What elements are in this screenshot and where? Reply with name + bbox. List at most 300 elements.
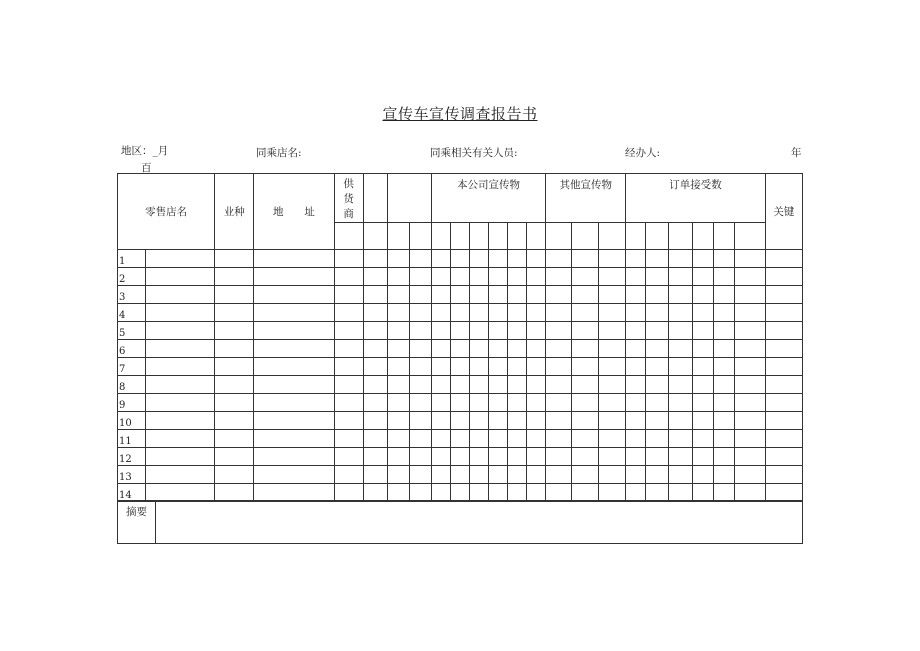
table-cell[interactable] — [469, 466, 488, 484]
table-cell[interactable] — [692, 430, 713, 448]
table-cell[interactable] — [572, 322, 599, 340]
table-cell[interactable] — [692, 484, 713, 502]
table-cell[interactable] — [146, 304, 215, 322]
table-cell[interactable] — [387, 484, 409, 502]
table-cell[interactable] — [546, 466, 572, 484]
table-cell[interactable] — [469, 340, 488, 358]
table-cell[interactable] — [527, 448, 546, 466]
table-cell[interactable] — [572, 466, 599, 484]
table-cell[interactable] — [692, 466, 713, 484]
table-cell[interactable] — [599, 412, 626, 430]
table-cell[interactable] — [254, 268, 334, 286]
table-cell[interactable] — [599, 430, 626, 448]
table-cell[interactable] — [572, 304, 599, 322]
table-cell[interactable] — [450, 412, 469, 430]
table-cell[interactable] — [765, 286, 802, 304]
table-cell[interactable] — [626, 484, 646, 502]
table-cell[interactable] — [363, 376, 387, 394]
table-cell[interactable] — [572, 340, 599, 358]
table-cell[interactable] — [431, 430, 450, 448]
table-cell[interactable] — [599, 376, 626, 394]
table-cell[interactable] — [450, 430, 469, 448]
table-cell[interactable] — [409, 448, 431, 466]
table-cell[interactable] — [334, 340, 363, 358]
table-cell[interactable] — [626, 466, 646, 484]
table-cell[interactable] — [450, 376, 469, 394]
table-cell[interactable] — [387, 286, 409, 304]
table-cell[interactable] — [488, 250, 507, 268]
table-cell[interactable] — [334, 394, 363, 412]
table-cell[interactable] — [692, 322, 713, 340]
table-cell[interactable] — [646, 250, 669, 268]
table-cell[interactable] — [765, 358, 802, 376]
table-cell[interactable] — [646, 268, 669, 286]
table-cell[interactable] — [692, 448, 713, 466]
table-cell[interactable] — [669, 340, 692, 358]
table-cell[interactable] — [469, 430, 488, 448]
table-cell[interactable] — [572, 250, 599, 268]
table-cell[interactable] — [507, 304, 526, 322]
table-cell[interactable] — [626, 394, 646, 412]
table-cell[interactable] — [215, 286, 254, 304]
table-cell[interactable] — [431, 394, 450, 412]
table-cell[interactable] — [334, 322, 363, 340]
table-cell[interactable] — [409, 304, 431, 322]
table-cell[interactable] — [146, 412, 215, 430]
table-cell[interactable] — [431, 268, 450, 286]
table-cell[interactable] — [488, 322, 507, 340]
table-cell[interactable] — [254, 394, 334, 412]
table-cell[interactable] — [450, 466, 469, 484]
table-cell[interactable] — [692, 358, 713, 376]
table-cell[interactable] — [546, 304, 572, 322]
table-cell[interactable] — [527, 376, 546, 394]
table-cell[interactable] — [215, 322, 254, 340]
table-cell[interactable] — [572, 448, 599, 466]
table-cell[interactable] — [646, 340, 669, 358]
table-cell[interactable] — [488, 394, 507, 412]
table-cell[interactable] — [669, 448, 692, 466]
table-cell[interactable] — [334, 304, 363, 322]
table-cell[interactable] — [409, 484, 431, 502]
table-cell[interactable] — [409, 286, 431, 304]
table-cell[interactable] — [692, 394, 713, 412]
table-cell[interactable] — [713, 466, 734, 484]
table-cell[interactable] — [488, 484, 507, 502]
table-cell[interactable] — [431, 340, 450, 358]
table-cell[interactable] — [734, 322, 765, 340]
table-cell[interactable] — [450, 484, 469, 502]
table-cell[interactable] — [713, 304, 734, 322]
table-cell[interactable] — [669, 376, 692, 394]
table-cell[interactable] — [450, 304, 469, 322]
table-cell[interactable] — [599, 250, 626, 268]
table-cell[interactable] — [146, 286, 215, 304]
table-cell[interactable] — [488, 358, 507, 376]
table-cell[interactable] — [469, 394, 488, 412]
summary-field[interactable] — [156, 501, 803, 544]
table-cell[interactable] — [334, 376, 363, 394]
table-cell[interactable] — [469, 268, 488, 286]
table-cell[interactable] — [469, 286, 488, 304]
table-cell[interactable] — [669, 484, 692, 502]
table-cell[interactable] — [507, 484, 526, 502]
table-cell[interactable] — [527, 358, 546, 376]
table-cell[interactable] — [146, 268, 215, 286]
table-cell[interactable] — [146, 484, 215, 502]
table-cell[interactable] — [572, 376, 599, 394]
table-cell[interactable] — [409, 322, 431, 340]
table-cell[interactable] — [469, 412, 488, 430]
table-cell[interactable] — [646, 412, 669, 430]
table-cell[interactable] — [507, 322, 526, 340]
table-cell[interactable] — [646, 484, 669, 502]
table-cell[interactable] — [765, 340, 802, 358]
table-cell[interactable] — [713, 484, 734, 502]
table-cell[interactable] — [431, 358, 450, 376]
table-cell[interactable] — [387, 466, 409, 484]
table-cell[interactable] — [507, 250, 526, 268]
table-cell[interactable] — [469, 304, 488, 322]
table-cell[interactable] — [527, 394, 546, 412]
table-cell[interactable] — [572, 484, 599, 502]
table-cell[interactable] — [713, 358, 734, 376]
table-cell[interactable] — [507, 268, 526, 286]
table-cell[interactable] — [387, 268, 409, 286]
table-cell[interactable] — [734, 412, 765, 430]
table-cell[interactable] — [527, 430, 546, 448]
table-cell[interactable] — [734, 250, 765, 268]
table-cell[interactable] — [409, 466, 431, 484]
table-cell[interactable] — [387, 250, 409, 268]
table-cell[interactable] — [387, 358, 409, 376]
table-cell[interactable] — [527, 286, 546, 304]
table-cell[interactable] — [215, 340, 254, 358]
table-cell[interactable] — [626, 250, 646, 268]
table-cell[interactable] — [527, 466, 546, 484]
table-cell[interactable] — [626, 376, 646, 394]
table-cell[interactable] — [646, 394, 669, 412]
table-cell[interactable] — [215, 448, 254, 466]
table-cell[interactable] — [527, 250, 546, 268]
table-cell[interactable] — [254, 466, 334, 484]
table-cell[interactable] — [669, 358, 692, 376]
table-cell[interactable] — [599, 286, 626, 304]
table-cell[interactable] — [507, 394, 526, 412]
table-cell[interactable] — [734, 268, 765, 286]
table-cell[interactable] — [254, 412, 334, 430]
table-cell[interactable] — [765, 304, 802, 322]
table-cell[interactable] — [599, 358, 626, 376]
table-cell[interactable] — [646, 322, 669, 340]
table-cell[interactable] — [334, 484, 363, 502]
table-cell[interactable] — [507, 340, 526, 358]
table-cell[interactable] — [646, 448, 669, 466]
table-cell[interactable] — [546, 358, 572, 376]
table-cell[interactable] — [488, 412, 507, 430]
table-cell[interactable] — [254, 250, 334, 268]
table-cell[interactable] — [546, 448, 572, 466]
table-cell[interactable] — [765, 394, 802, 412]
table-cell[interactable] — [734, 394, 765, 412]
table-cell[interactable] — [363, 340, 387, 358]
table-cell[interactable] — [215, 394, 254, 412]
table-cell[interactable] — [146, 322, 215, 340]
table-cell[interactable] — [527, 484, 546, 502]
table-cell[interactable] — [363, 448, 387, 466]
table-cell[interactable] — [626, 430, 646, 448]
table-cell[interactable] — [215, 466, 254, 484]
table-cell[interactable] — [669, 304, 692, 322]
table-cell[interactable] — [713, 430, 734, 448]
table-cell[interactable] — [215, 376, 254, 394]
table-cell[interactable] — [334, 466, 363, 484]
table-cell[interactable] — [409, 376, 431, 394]
table-cell[interactable] — [669, 466, 692, 484]
table-cell[interactable] — [692, 340, 713, 358]
table-cell[interactable] — [599, 466, 626, 484]
table-cell[interactable] — [734, 430, 765, 448]
table-cell[interactable] — [363, 304, 387, 322]
table-cell[interactable] — [646, 376, 669, 394]
table-cell[interactable] — [546, 250, 572, 268]
table-cell[interactable] — [431, 250, 450, 268]
table-cell[interactable] — [599, 448, 626, 466]
table-cell[interactable] — [626, 448, 646, 466]
table-cell[interactable] — [146, 430, 215, 448]
table-cell[interactable] — [507, 448, 526, 466]
table-cell[interactable] — [599, 484, 626, 502]
table-cell[interactable] — [334, 448, 363, 466]
table-cell[interactable] — [450, 286, 469, 304]
table-cell[interactable] — [488, 340, 507, 358]
table-cell[interactable] — [646, 358, 669, 376]
table-cell[interactable] — [599, 304, 626, 322]
table-cell[interactable] — [507, 376, 526, 394]
table-cell[interactable] — [527, 412, 546, 430]
table-cell[interactable] — [363, 250, 387, 268]
table-cell[interactable] — [734, 376, 765, 394]
table-cell[interactable] — [669, 250, 692, 268]
table-cell[interactable] — [734, 340, 765, 358]
table-cell[interactable] — [387, 394, 409, 412]
table-cell[interactable] — [431, 376, 450, 394]
table-cell[interactable] — [146, 250, 215, 268]
table-cell[interactable] — [546, 412, 572, 430]
table-cell[interactable] — [692, 304, 713, 322]
table-cell[interactable] — [734, 286, 765, 304]
table-cell[interactable] — [334, 250, 363, 268]
table-cell[interactable] — [387, 340, 409, 358]
table-cell[interactable] — [626, 412, 646, 430]
table-cell[interactable] — [692, 412, 713, 430]
table-cell[interactable] — [572, 412, 599, 430]
table-cell[interactable] — [507, 412, 526, 430]
table-cell[interactable] — [254, 304, 334, 322]
table-cell[interactable] — [669, 322, 692, 340]
table-cell[interactable] — [527, 340, 546, 358]
table-cell[interactable] — [692, 250, 713, 268]
table-cell[interactable] — [431, 484, 450, 502]
table-cell[interactable] — [146, 448, 215, 466]
table-cell[interactable] — [626, 304, 646, 322]
table-cell[interactable] — [765, 322, 802, 340]
table-cell[interactable] — [254, 286, 334, 304]
table-cell[interactable] — [765, 466, 802, 484]
table-cell[interactable] — [146, 394, 215, 412]
table-cell[interactable] — [546, 286, 572, 304]
table-cell[interactable] — [626, 286, 646, 304]
table-cell[interactable] — [215, 430, 254, 448]
table-cell[interactable] — [431, 286, 450, 304]
table-cell[interactable] — [363, 322, 387, 340]
table-cell[interactable] — [431, 412, 450, 430]
table-cell[interactable] — [527, 304, 546, 322]
table-cell[interactable] — [334, 412, 363, 430]
table-cell[interactable] — [469, 376, 488, 394]
table-cell[interactable] — [488, 304, 507, 322]
table-cell[interactable] — [363, 484, 387, 502]
table-cell[interactable] — [646, 286, 669, 304]
table-cell[interactable] — [254, 430, 334, 448]
table-cell[interactable] — [334, 358, 363, 376]
table-cell[interactable] — [387, 322, 409, 340]
table-cell[interactable] — [431, 322, 450, 340]
table-cell[interactable] — [692, 268, 713, 286]
table-cell[interactable] — [409, 268, 431, 286]
table-cell[interactable] — [765, 484, 802, 502]
table-cell[interactable] — [254, 484, 334, 502]
table-cell[interactable] — [488, 268, 507, 286]
table-cell[interactable] — [146, 358, 215, 376]
table-cell[interactable] — [734, 484, 765, 502]
table-cell[interactable] — [734, 448, 765, 466]
table-cell[interactable] — [334, 430, 363, 448]
table-cell[interactable] — [572, 286, 599, 304]
table-cell[interactable] — [431, 466, 450, 484]
table-cell[interactable] — [527, 322, 546, 340]
table-cell[interactable] — [599, 340, 626, 358]
table-cell[interactable] — [363, 430, 387, 448]
table-cell[interactable] — [387, 412, 409, 430]
table-cell[interactable] — [765, 412, 802, 430]
table-cell[interactable] — [387, 376, 409, 394]
table-cell[interactable] — [450, 268, 469, 286]
table-cell[interactable] — [488, 448, 507, 466]
table-cell[interactable] — [409, 340, 431, 358]
table-cell[interactable] — [765, 268, 802, 286]
table-cell[interactable] — [646, 466, 669, 484]
table-cell[interactable] — [546, 430, 572, 448]
table-cell[interactable] — [669, 286, 692, 304]
table-cell[interactable] — [646, 304, 669, 322]
table-cell[interactable] — [334, 268, 363, 286]
table-cell[interactable] — [765, 250, 802, 268]
table-cell[interactable] — [431, 304, 450, 322]
table-cell[interactable] — [363, 394, 387, 412]
table-cell[interactable] — [488, 466, 507, 484]
table-cell[interactable] — [626, 340, 646, 358]
table-cell[interactable] — [507, 286, 526, 304]
table-cell[interactable] — [363, 412, 387, 430]
table-cell[interactable] — [713, 394, 734, 412]
table-cell[interactable] — [450, 394, 469, 412]
table-cell[interactable] — [215, 358, 254, 376]
table-cell[interactable] — [488, 286, 507, 304]
table-cell[interactable] — [146, 376, 215, 394]
table-cell[interactable] — [599, 268, 626, 286]
table-cell[interactable] — [488, 430, 507, 448]
table-cell[interactable] — [546, 484, 572, 502]
table-cell[interactable] — [469, 250, 488, 268]
table-cell[interactable] — [450, 358, 469, 376]
table-cell[interactable] — [254, 448, 334, 466]
table-cell[interactable] — [626, 322, 646, 340]
table-cell[interactable] — [254, 322, 334, 340]
table-cell[interactable] — [713, 250, 734, 268]
table-cell[interactable] — [488, 376, 507, 394]
table-cell[interactable] — [363, 268, 387, 286]
table-cell[interactable] — [669, 412, 692, 430]
table-cell[interactable] — [469, 484, 488, 502]
table-cell[interactable] — [572, 394, 599, 412]
table-cell[interactable] — [734, 466, 765, 484]
table-cell[interactable] — [363, 466, 387, 484]
table-cell[interactable] — [646, 430, 669, 448]
table-cell[interactable] — [599, 322, 626, 340]
table-cell[interactable] — [146, 466, 215, 484]
table-cell[interactable] — [387, 448, 409, 466]
table-cell[interactable] — [765, 448, 802, 466]
table-cell[interactable] — [692, 376, 713, 394]
table-cell[interactable] — [254, 376, 334, 394]
table-cell[interactable] — [409, 250, 431, 268]
table-cell[interactable] — [469, 448, 488, 466]
table-cell[interactable] — [626, 358, 646, 376]
table-cell[interactable] — [765, 430, 802, 448]
table-cell[interactable] — [713, 448, 734, 466]
table-cell[interactable] — [215, 484, 254, 502]
table-cell[interactable] — [713, 322, 734, 340]
table-cell[interactable] — [387, 304, 409, 322]
table-cell[interactable] — [713, 286, 734, 304]
table-cell[interactable] — [692, 286, 713, 304]
table-cell[interactable] — [215, 412, 254, 430]
table-cell[interactable] — [450, 448, 469, 466]
table-cell[interactable] — [713, 268, 734, 286]
table-cell[interactable] — [572, 358, 599, 376]
table-cell[interactable] — [546, 394, 572, 412]
table-cell[interactable] — [450, 250, 469, 268]
table-cell[interactable] — [431, 448, 450, 466]
table-cell[interactable] — [469, 358, 488, 376]
table-cell[interactable] — [734, 358, 765, 376]
table-cell[interactable] — [527, 268, 546, 286]
table-cell[interactable] — [409, 394, 431, 412]
table-cell[interactable] — [450, 322, 469, 340]
table-cell[interactable] — [254, 340, 334, 358]
table-cell[interactable] — [409, 430, 431, 448]
table-cell[interactable] — [334, 286, 363, 304]
table-cell[interactable] — [215, 304, 254, 322]
table-cell[interactable] — [626, 268, 646, 286]
table-cell[interactable] — [546, 376, 572, 394]
table-cell[interactable] — [469, 322, 488, 340]
table-cell[interactable] — [146, 340, 215, 358]
table-cell[interactable] — [546, 322, 572, 340]
table-cell[interactable] — [507, 430, 526, 448]
table-cell[interactable] — [599, 394, 626, 412]
